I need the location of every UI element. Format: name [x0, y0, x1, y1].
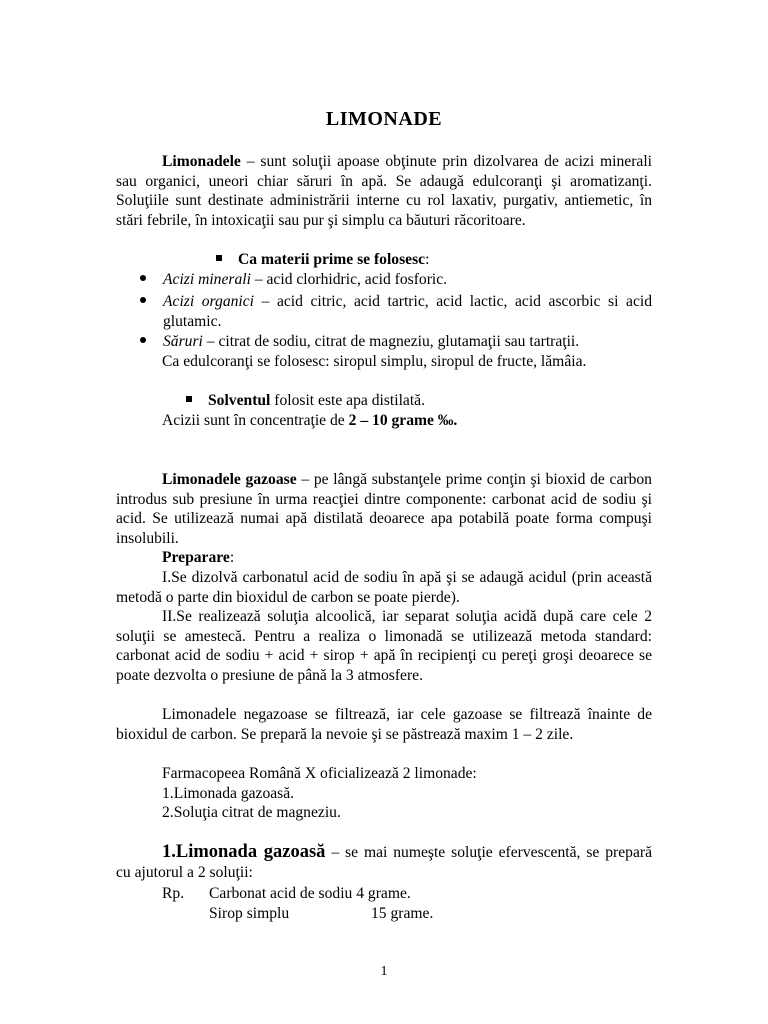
- page-number: 1: [380, 964, 388, 979]
- list-item: 2.Soluţia citrat de magneziu.: [162, 804, 341, 821]
- preparation-method-1: I.Se dizolvă carbonatul acid de sodiu în apă şi se adaugă acidul (prin această metodă o parte din bioxidul de carbon se poate pierde).: [116, 569, 652, 606]
- solvent-line: Solventul folosit este apa distilată.: [186, 391, 425, 411]
- square-bullet-icon: [216, 255, 222, 261]
- intro-term: Limonadele: [162, 153, 241, 170]
- list-item: [140, 270, 146, 290]
- list-item-text: Acizi minerali – acid clorhidric, acid fosforic.: [163, 271, 448, 288]
- sweeteners-paragraph: Ca edulcoranţi se folosesc: siropul simplu, siropul de fructe, lămâia.: [162, 353, 587, 370]
- preparation-heading: Preparare:: [162, 549, 235, 566]
- raw-materials-heading: Ca materii prime se folosesc:: [216, 250, 429, 270]
- bullet-icon: [140, 337, 146, 343]
- list-item: [140, 292, 146, 312]
- bullet-icon: [140, 275, 146, 281]
- pharmacopoeia-line: Farmacopeea Română X oficializează 2 limonade:: [162, 765, 477, 782]
- square-bullet-icon: [186, 396, 192, 402]
- list-item: 1.Limonada gazoasă.: [162, 785, 295, 802]
- recipe-row-qty: 15 grame.: [371, 905, 434, 922]
- list-item: [140, 332, 146, 352]
- recipe-rp: Rp.: [162, 885, 185, 902]
- intro-text: – sunt soluţii apoase obţinute prin dizolvarea de acizi minerali sau organici, uneori chiar săruri în apă. Se adaugă edulcoranţi şi aromatizanţi. Soluţiile sunt destinate administrării interne cu rol laxativ, purgativ, antiemetic, în stări febrile, în intoxicaţii sau pur şi simplu ca băuturi răcoritoare.: [116, 153, 652, 229]
- gaseous-paragraph: Limonadele gazoase – pe lângă substanţele prime conţin şi bioxid de carbon introdus sub presiune în urma reacţiei dintre componente: carbonat acid de sodiu şi acid. Se utilizează numai apă distilată deoarece apa potabilă poate forma compuşi insolubili.: [116, 471, 652, 547]
- recipe-row: Carbonat acid de sodiu 4 grame.: [209, 885, 411, 902]
- page-title: LIMONADE: [325, 108, 443, 130]
- recipe-row-name: Sirop simplu: [209, 905, 290, 922]
- intro-paragraph: [116, 152, 652, 230]
- section-1-paragraph: 1.Limonada gazoasă – se mai numeşte soluţie efervescentă, se prepară cu ajutorul a 2 soluţii:: [116, 842, 652, 881]
- preparation-method-2: II.Se realizează soluţia alcoolică, iar separat soluţia acidă după care cele 2 soluţii se amestecă. Pentru a realiza o limonadă se utilizează metoda standard: carbonat acid de sodiu + acid + sirop + apă în recipienţi cu pereţi groşi deoarece se poate dezvolta o presiune de până la 3 atmosfere.: [116, 608, 652, 684]
- filtration-paragraph: Limonadele negazoase se filtrează, iar cele gazoase se filtrează înainte de bioxidul de carbon. Se prepară la nevoie şi se păstrează maxim 1 – 2 zile.: [116, 706, 652, 743]
- list-item-text: Săruri – citrat de sodiu, citrat de magneziu, glutamaţii sau tartraţii.: [163, 333, 580, 350]
- acid-concentration: Acizii sunt în concentraţie de 2 – 10 grame ‰.: [162, 412, 458, 429]
- list-item-text: Acizi organici – acid citric, acid tartric, acid lactic, acid ascorbic si acid glutamic.: [163, 293, 652, 330]
- bullet-icon: [140, 297, 146, 303]
